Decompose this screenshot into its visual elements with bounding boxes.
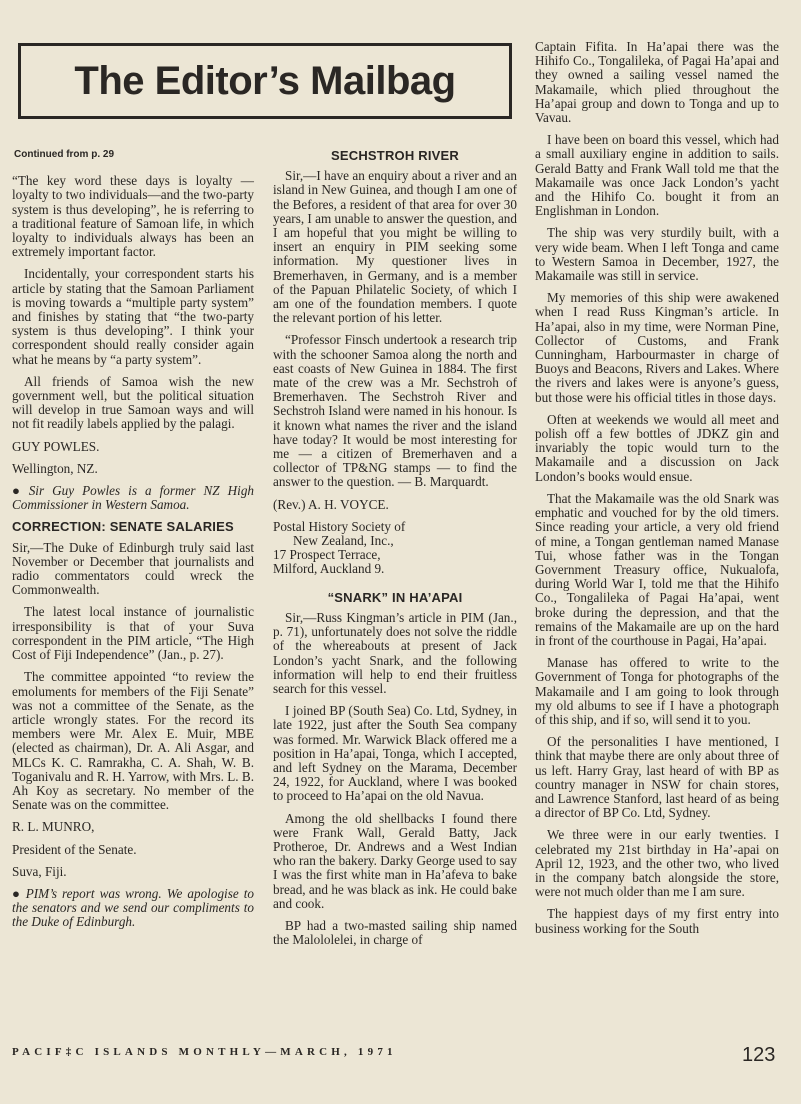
paragraph: My memories of this ship were awakened when I read Russ Kingman’s article. In Ha’apai, also in my time, were Norman Pine, Collector of Customs, and Frank Cunningham, Harbourmaster in charge of Buoys and Beacons, Rivers and Lakes. Where the rivers and lakes were is anyone’s guess, but those were his official titles in those days.: [535, 290, 779, 405]
paragraph: Among the old shellbacks I found there were Frank Wall, Gerald Batty, Jack Protheroe, Dr. Andrews and a West Indian who ran the bakery. Darky George used to say I was the first white man in Ha’afeva to bake bread, and he was black as ink. He could bake and cook.: [273, 810, 517, 911]
column-1: [12, 148, 254, 938]
bullet-icon: ●: [12, 885, 22, 901]
editor-note: ● PIM’s report was wrong. We apologise to the senators and we send our compliments to the Duke of Edinburgh.: [12, 885, 254, 930]
paragraph: Sir,—I have an enquiry about a river and an island in New Guinea, and though I am one of the Befores, a resident of that area for over 30 years, I am unable to answer the question, and I am hopeful that you might be willing to insert an enquiry in PIM seeking some information. My questioner lives in Bremerhaven, in Germany, and is a member of the Papuan Philatelic Society, of which I am one of the foundation members. I quote the relevant portion of his letter.: [273, 168, 517, 326]
masthead: [18, 43, 512, 119]
letter-heading: “SNARK” IN HA’APAI: [327, 589, 463, 605]
paragraph: I have been on board this vessel, which had a small auxiliary engine in addition to sails. Gerald Batty and Frank Wall told me that the Makamaile was once Jack London’s yacht and the Hihifo Co. bought it from an Englishman in London.: [535, 132, 779, 219]
paragraph: The happiest days of my first entry into business working for the South: [535, 906, 779, 936]
signature-place: Wellington, NZ.: [12, 460, 98, 476]
signature-name: (Rev.) A. H. VOYCE.: [273, 496, 389, 512]
paragraph: Sir,—Russ Kingman’s article in PIM (Jan., p. 71), unfortunately does not solve the riddle of the whereabouts at present of Jack London’s yacht Snark, and the following information will help to end their fruitless search for this vessel.: [273, 609, 517, 696]
paragraph: Sir,—The Duke of Edinburgh truly said last November or December that journalists and radio commentators could wreck the Commonwealth.: [12, 539, 254, 598]
column-2: [273, 147, 517, 955]
letter-heading: CORRECTION: SENATE SALARIES: [12, 519, 234, 535]
paragraph: All friends of Samoa wish the new government well, but the political situation will develop in true Samoan ways and will not fit readily labels applied by the palagi.: [12, 373, 254, 432]
editor-note: ● Sir Guy Powles is a former NZ High Commissioner in Western Samoa.: [12, 483, 255, 513]
paragraph: I joined BP (South Sea) Co. Ltd, Sydney, in late 1922, just after the South Sea company was formed. Mr. Warwick Black offered me a position in Ha’apai, Tonga, which I accepted, and left Sydney on the Marama, December 24, 1922, for Auckland, where I was booked to proceed to Ha’apai on the old Navua.: [273, 703, 517, 804]
paragraph: “Professor Finsch undertook a research trip with the schooner Samoa along the north and east coasts of New Guinea in 1884. The first mate of the crew was a Mr. Sechstroh of Bremerhaven. The Sechstroh River and Sechstroh Island were named in his honour. Is it known what names the river and the island have today? It would be most interesting for me — a citizen of Bremerhaven and a collector of TP&NG stamps — to find the answer to the question. — B. Marquardt.: [273, 332, 517, 490]
address-block: Postal History Society of New Zealand, Inc., 17 Prospect Terrace, Milford, Auckland 9.: [273, 518, 406, 577]
paragraph: Captain Fifita. In Ha’apai there was the Hihifo Co., Tongalileka, of Pagai Ha’apai and they owned a sailing vessel named the Makamaile, which plied throughout the Ha’apai group and down to Tonga and up to Vavau.: [535, 39, 779, 126]
paragraph: That the Makamaile was the old Snark was emphatic and vouched for by the old timers. Since reading your article, a very old friend of mine, a Tongan gentleman named Manase Tui, whose father was in the Tongan Government Treasury office, Nukualofa, during World War I, told me that the Hihifo Co., Tongalileka of Pagai Ha’apai, went broke during the depression, and that the remains of the Makamaile are up on the hard in front of the courthouse in Pagai, Ha’apai.: [535, 490, 779, 648]
paragraph: The ship was very sturdily built, with a very wide beam. When I left Tonga and came to Western Samoa in December, 1927, the Makamaile was still in service.: [535, 225, 779, 284]
signature-name: R. L. MUNRO,: [12, 819, 95, 835]
paragraph: Manase has offered to write to the Government of Tonga for photographs of the Makamaile and I am going to look through my old albums to see if I have a photograph of this ship, and if so, will send it to you.: [535, 655, 779, 727]
paragraph: Incidentally, your correspondent starts his article by stating that the Samoan Parliament is moving towards a “multiple party system” and finishes by stating that “the two-party system is thus developing”. I think your correspondent should really consider again what he means by “a party system”.: [12, 266, 254, 367]
column-3: [535, 40, 779, 944]
paragraph: We three were in our early twenties. I celebrated my 21st birthday in Ha’-apai on April 12, 1923, and the other two, who lived in the company batch alongside the store, were not much older than me I am sure.: [535, 827, 779, 900]
page-title: The Editor’s Mailbag: [74, 58, 456, 103]
paragraph: Of the personalities I have mentioned, I think that maybe there are only about three of us left. Harry Gray, last heard of with BP as country manager in NSW for chain stores, and Lawrence Stanford, last heard of as being a director of BP Co. Ltd, Sydney.: [535, 734, 779, 821]
continued-label: Continued from p. 29: [14, 149, 114, 160]
letter-heading: SECHSTROH RIVER: [331, 148, 459, 163]
paragraph: The committee appointed “to review the emoluments for members of the Fiji Senate” was not a committee of the Senate, as the article wrongly states. For the record its members were Mr. Alex E. Muir, MBE (elected as chairman), Dr. A. Ali Asgar, and MLCs K. C. Ramrakha, C. A. Shah, W. B. Toganivalu and R. H. Yarrow, with Mrs. L. B. Ah Koy as secretary. No member of the Senate was on the committee.: [12, 669, 254, 813]
signature-title: President of the Senate.: [12, 841, 137, 857]
paragraph: “The key word these days is loyalty —loyalty to two individuals—and the two-party system is thus developing”, he is referring to a traditional feature of Samoan life, in which loyalty to individuals always has been an extremely important factor.: [12, 173, 254, 260]
bullet-icon: ●: [12, 483, 25, 499]
paragraph: BP had a two-masted sailing ship named the Malololelei, in charge of: [273, 917, 517, 948]
signature-name: GUY POWLES.: [12, 438, 100, 454]
signature-place: Suva, Fiji.: [12, 863, 67, 879]
paragraph: The latest local instance of journalistic irresponsibility is that of your Suva correspondent in the PIM article, “The High Cost of Fiji Independence” (Jan., p. 27).: [12, 604, 254, 663]
running-footer: PACIF‡C ISLANDS MONTHLY—MARCH, 1971: [12, 1046, 397, 1058]
page-number: 123: [742, 1044, 776, 1066]
paragraph: Often at weekends we would all meet and polish off a few bottles of JDKZ gin and invariably the topic would turn to the Makamaile and a discussion on Jack London’s books would ensue.: [535, 411, 779, 484]
